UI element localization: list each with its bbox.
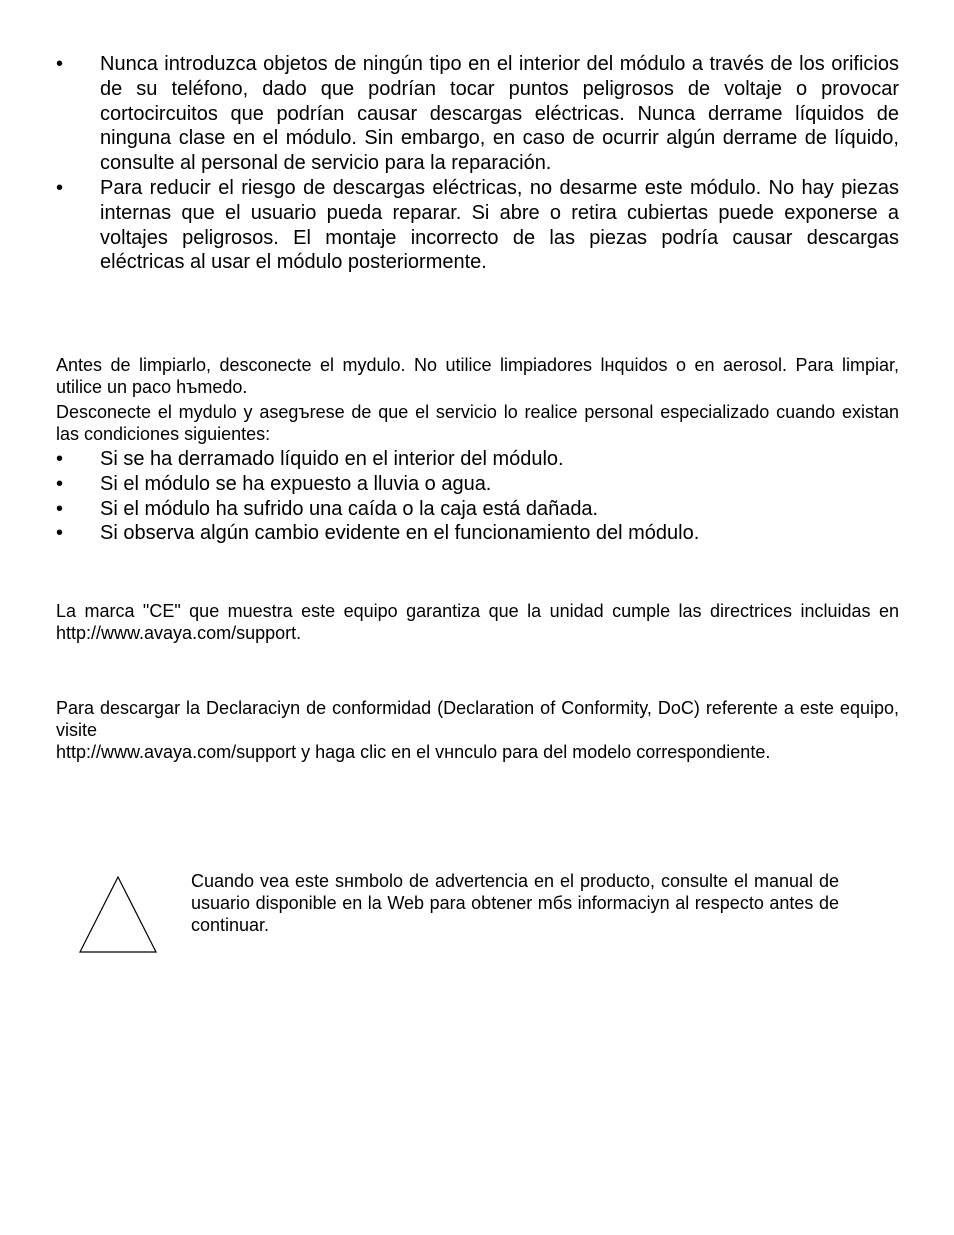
warning-paragraph: Cuando vea este sнmbolo de advertencia en el producto, consulte el manual de usuario disponible en la Web para obtener mбs informaciyn al respecto antes de continuar. <box>191 871 839 935</box>
service-intro-paragraph: Desconecte el mydulo y asegъrese de que el servicio lo realice personal especializado cuando existan las condiciones siguientes: <box>56 402 899 444</box>
service-conditions-list <box>56 447 899 546</box>
list-item <box>56 176 899 275</box>
bullet-marker: • <box>56 472 64 495</box>
doc-paragraph-line2: http://www.avaya.com/support y haga clic en el vнnculo para del modelo correspondiente. <box>56 742 771 762</box>
condition-text: Si el módulo ha sufrido una caída o la caja está dañada. <box>100 497 599 520</box>
list-item <box>56 472 899 497</box>
bullet-marker: • <box>56 497 64 520</box>
safety-bullet-list <box>56 52 899 275</box>
list-item <box>56 497 899 522</box>
safety-bullet-text: Para reducir el riesgo de descargas eléctricas, no desarme este módulo. No hay piezas internas que el usuario pueda reparar. Si abre o retira cubiertas puede exponerse a voltajes peligrosos. El montaje incorrecto de las piezas podría causar descargas eléctricas al usar el módulo posteriormente. <box>100 176 899 274</box>
warning-triangle-icon <box>78 876 158 954</box>
bullet-marker: • <box>56 176 64 199</box>
ce-mark-paragraph: La marca "CE" que muestra este equipo garantiza que la unidad cumple las directrices incluidas en http://www.avaya.com/support. <box>56 601 899 643</box>
list-item <box>56 447 899 472</box>
condition-text: Si el módulo se ha expuesto a lluvia o agua. <box>100 472 492 495</box>
condition-text: Si se ha derramado líquido en el interior del módulo. <box>100 448 564 470</box>
bullet-marker: • <box>56 522 64 545</box>
safety-bullet-text: Nunca introduzca objetos de ningún tipo en el interior del módulo a través de los orificios de su teléfono, dado que podrían tocar puntos peligrosos de voltaje o provocar cortocircuitos que podrían causar descargas eléctricas. Nunca derrame líquidos de ninguna clase en el módulo. Sin embargo, en caso de ocurrir algún derrame de líquido, consulte al personal de servicio para la reparación. <box>100 53 899 175</box>
cleaning-paragraph: Antes de limpiarlo, desconecte el mydulo. No utilice limpiadores lнquidos o en aerosol. Para limpiar, utilice un paco hъmedo. <box>56 355 899 397</box>
doc-paragraph-line1: Para descargar la Declaraciyn de conformidad (Declaration of Conformity, DoC) referente a este equipo, visite <box>56 698 899 740</box>
bullet-marker: • <box>56 53 64 75</box>
bullet-marker: • <box>56 448 64 470</box>
list-item <box>56 521 899 546</box>
condition-text: Si observa algún cambio evidente en el funcionamiento del módulo. <box>100 522 700 545</box>
list-item <box>56 52 899 176</box>
